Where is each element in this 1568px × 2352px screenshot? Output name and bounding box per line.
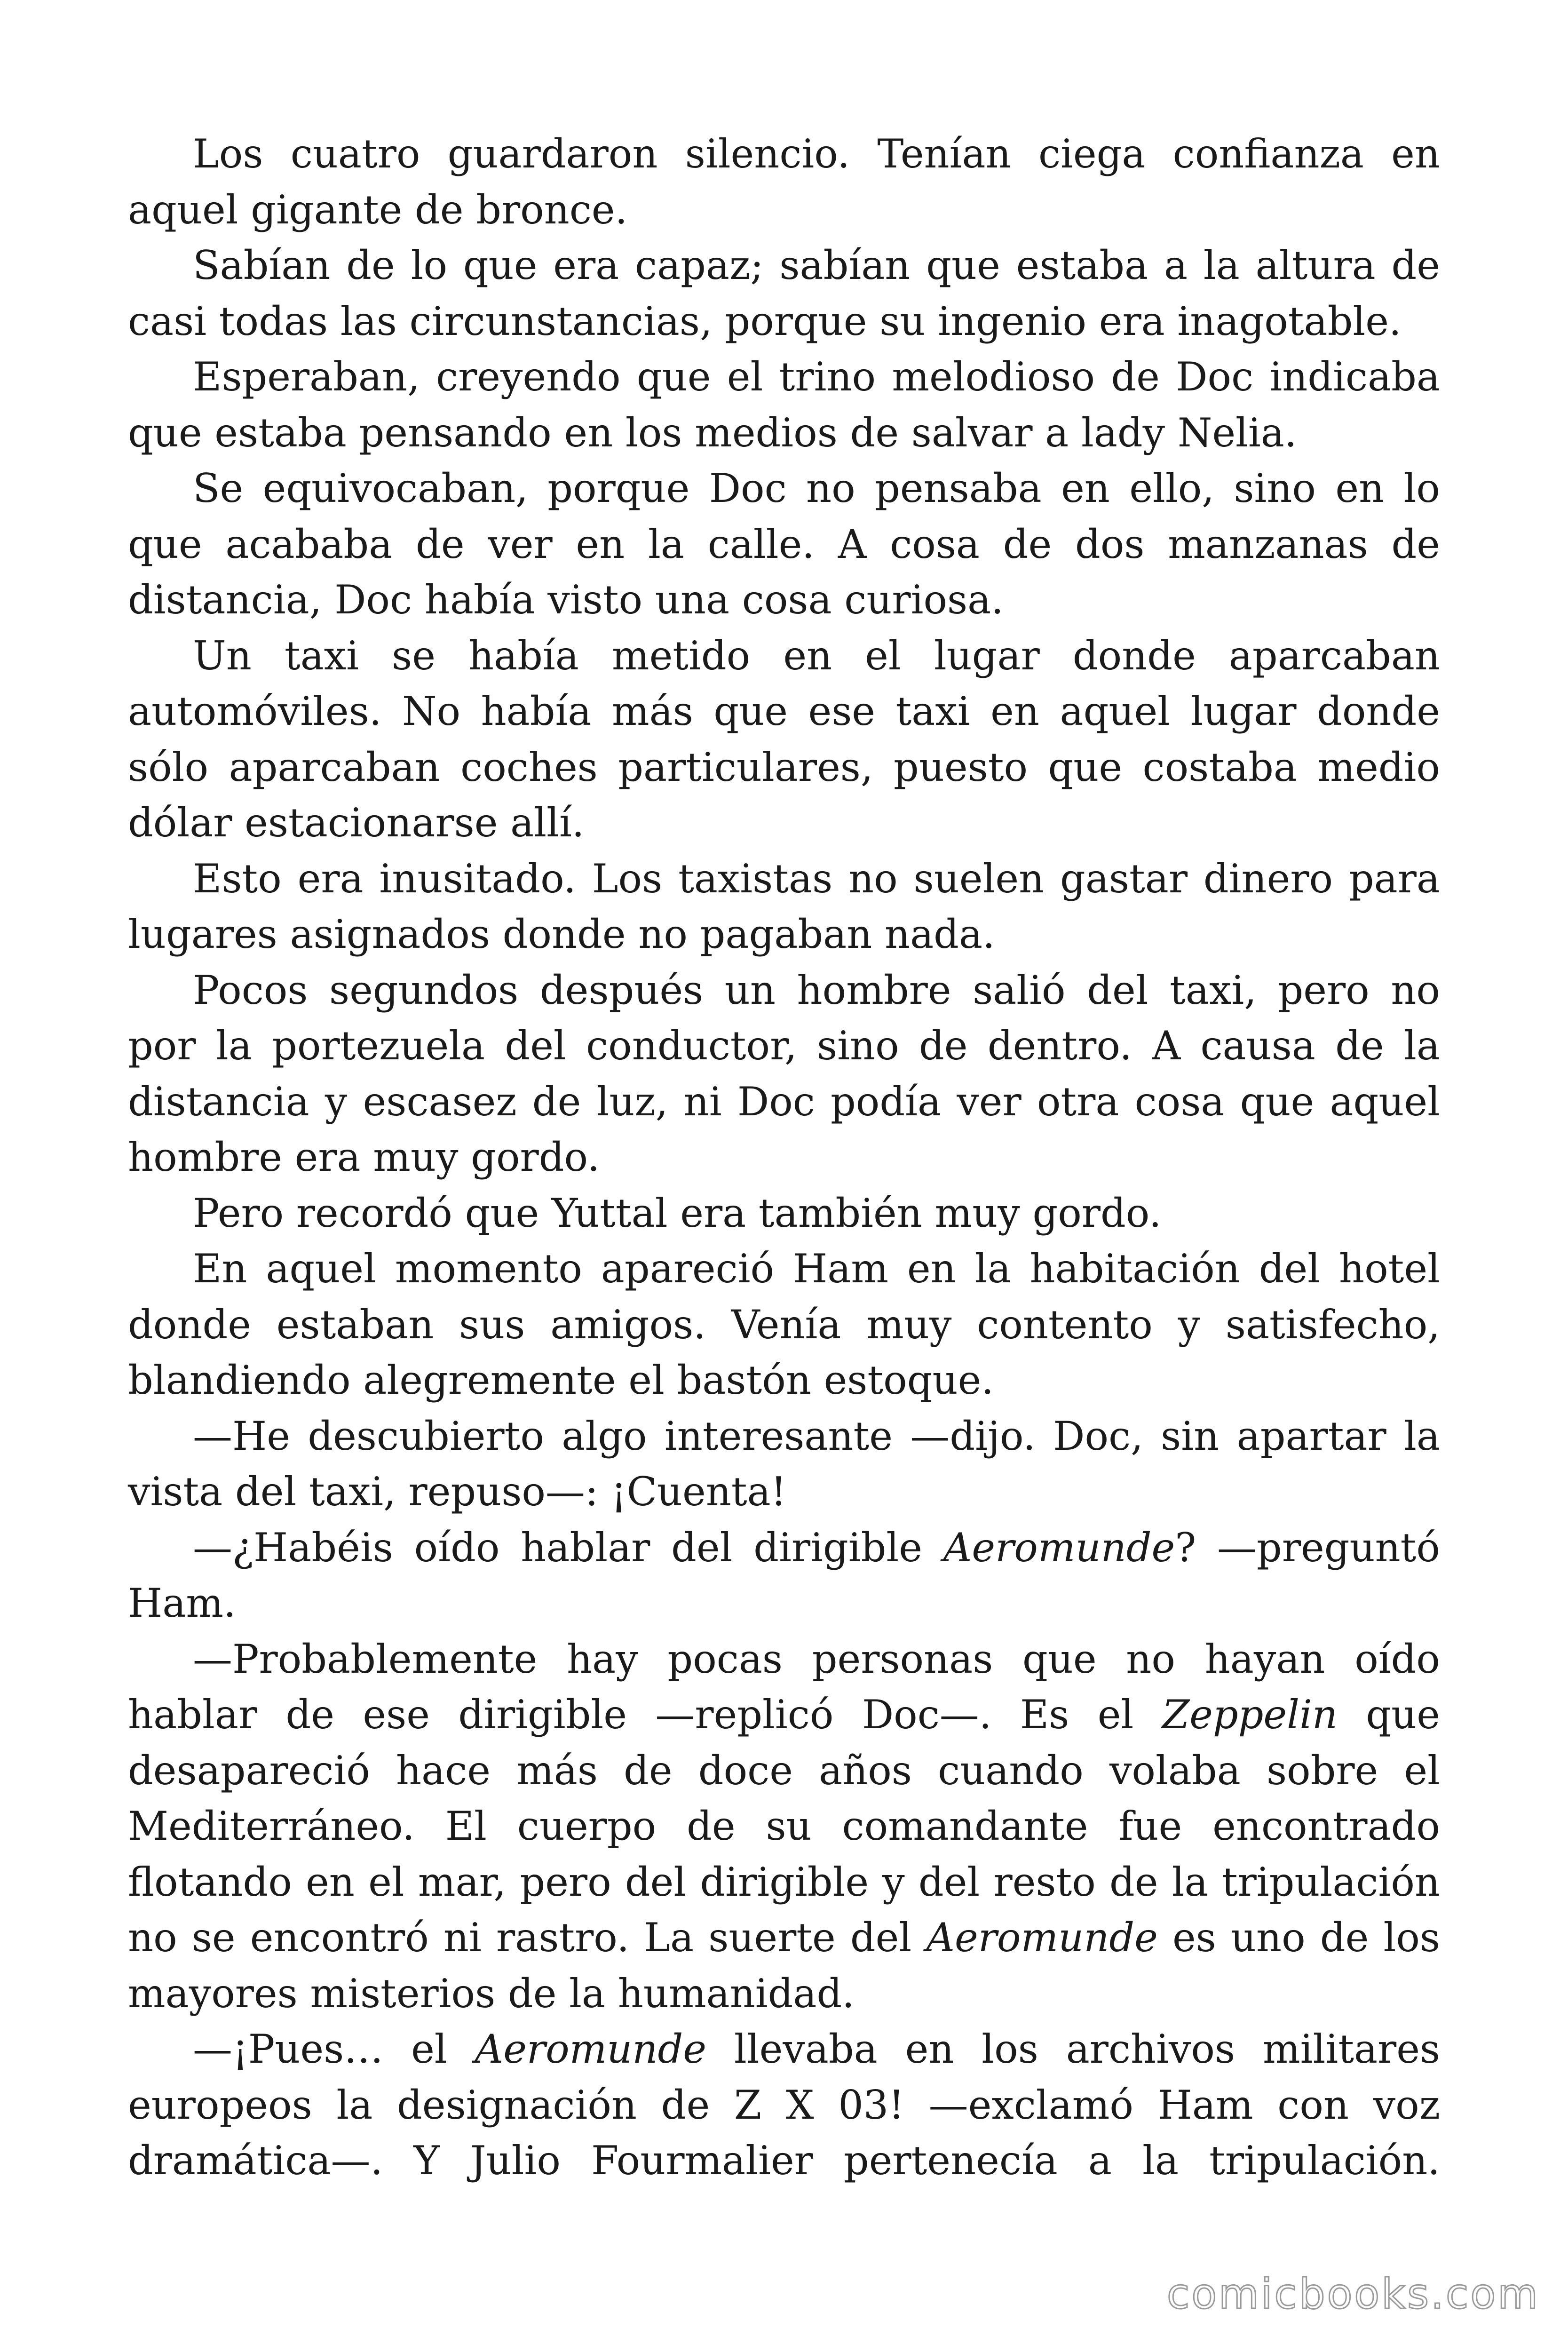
italic-title: Aeromunde <box>475 2026 706 2072</box>
paragraph: Un taxi se había metido en el lugar donde aparcaban automóviles. No había más que ese taxi en aquel lugar donde sólo aparcaban coches particulares, puesto que costaba medio dólar estacionarse allí. <box>128 632 1440 846</box>
paragraph: Pocos segundos después un hombre salió del taxi, pero no por la portezuela del conductor, sino de dentro. A causa de la distancia y escasez de luz, ni Doc podía ver otra cosa que aquel hombre era muy gordo. <box>128 967 1440 1180</box>
paragraph: Sabían de lo que era capaz; sabían que estaba a la altura de casi todas las circunstancias, porque su ingenio era inagotable. <box>128 242 1440 344</box>
watermark: comicbooks.com <box>1166 2270 1540 2318</box>
paragraph: Se equivocaban, porque Doc no pensaba en ello, sino en lo que acababa de ver en la calle. A cosa de dos manzanas de distancia, Doc había visto una cosa curiosa. <box>128 465 1440 623</box>
paragraph: Pero recordó que Yuttal era también muy gordo. <box>193 1190 1162 1236</box>
italic-title: Zeppelin <box>1162 1692 1338 1738</box>
page-text <box>128 126 1440 2189</box>
paragraph: —Probablemente hay pocas personas que no hayan oído hablar de ese dirigible —replicó Doc—. Es el Zeppelin que desapareció hace más de doce años cuando volaba sobre el Mediterráneo. El cuerpo de su comandante fue encontrado flotando en el mar, pero del dirigible y del resto de la tripulación no se encontró ni rastro. La suerte del Aeromunde es uno de los mayores misterios de la humanidad. <box>128 1636 1441 2017</box>
paragraph: —He descubierto algo interesante —dijo. Doc, sin apartar la vista del taxi, repuso—: ¡Cuenta! <box>128 1413 1440 1515</box>
italic-title: Aeromunde <box>926 1915 1158 1961</box>
paragraph: Esto era inusitado. Los taxistas no suelen gastar dinero para lugares asignados donde no pagaban nada. <box>128 855 1440 957</box>
paragraph: Esperaban, creyendo que el trino melodioso de Doc indicaba que estaba pensando en los medios de salvar a lady Nelia. <box>128 354 1440 456</box>
paragraph: —¡Pues… el Aeromunde llevaba en los archivos militares europeos la designación de Z X 03! —exclamó Ham con voz dramática—. Y Julio Fourmalier pertenecía a la tripulación. <box>128 2026 1441 2184</box>
paragraph: —¿Habéis oído hablar del dirigible Aeromunde? —preguntó Ham. <box>128 1524 1440 1626</box>
paragraph: Los cuatro guardaron silencio. Tenían ciega confianza en aquel gigante de bronce. <box>128 131 1440 233</box>
italic-title: Aeromunde <box>943 1524 1175 1571</box>
paragraph: En aquel momento apareció Ham en la habitación del hotel donde estaban sus amigos. Venía muy contento y satisfecho, blandiendo alegremente el bastón estoque. <box>128 1246 1440 1403</box>
